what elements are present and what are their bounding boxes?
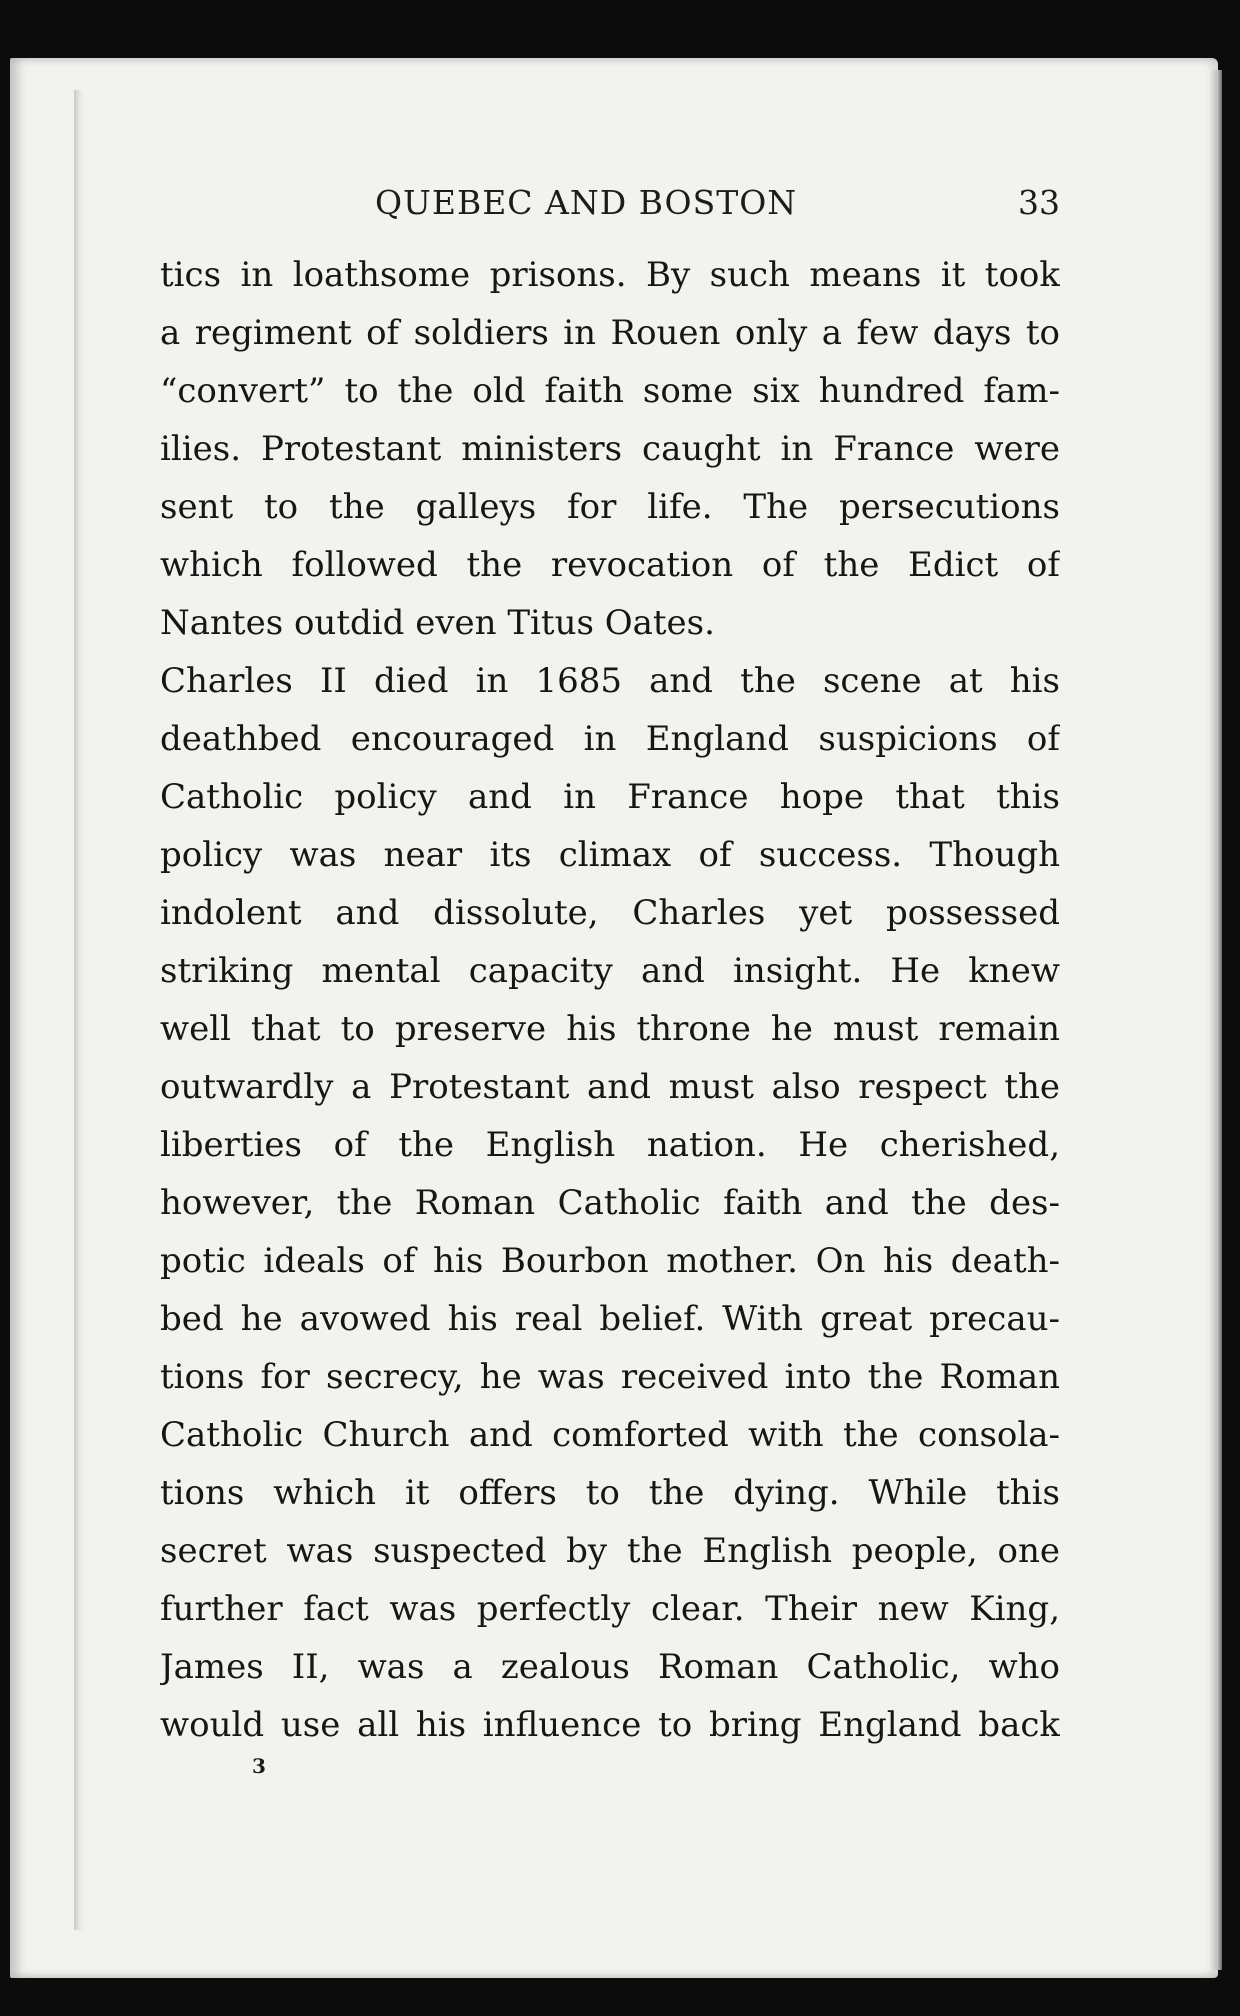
text-line: ilies. Protestant ministers caught in France were <box>160 429 1060 469</box>
text-line: tics in loathsome prisons. By such means it took <box>160 255 1060 295</box>
text-line: potic ideals of his Bourbon mother. On his death- <box>160 1241 1060 1281</box>
running-head <box>160 180 1060 226</box>
text-line: outwardly a Protestant and must also respect the <box>160 1067 1060 1107</box>
text-line: which followed the revocation of the Edict of <box>160 545 1060 585</box>
text-line: tions for secrecy, he was received into the Roman <box>160 1357 1060 1397</box>
running-title: QUEBEC AND BOSTON <box>375 183 798 222</box>
text-line: tions which it offers to the dying. While this <box>160 1473 1060 1513</box>
text-line: liberties of the English nation. He cherished, <box>160 1125 1060 1165</box>
text-line: Charles II died in 1685 and the scene at his <box>160 661 1060 701</box>
text-line: “convert” to the old faith some six hundred fam- <box>160 371 1060 411</box>
text-line: however, the Roman Catholic faith and the des- <box>160 1183 1060 1223</box>
text-line: Catholic policy and in France hope that this <box>160 777 1060 817</box>
signature-mark: 3 <box>252 1754 266 1778</box>
text-line: deathbed encouraged in England suspicions of <box>160 719 1060 759</box>
text-line: further fact was perfectly clear. Their new King, <box>160 1589 1060 1629</box>
text-line: secret was suspected by the English people, one <box>160 1531 1060 1571</box>
text-line: striking mental capacity and insight. He knew <box>160 951 1060 991</box>
text-line: would use all his influence to bring England back <box>160 1705 1060 1745</box>
text-line: James II, was a zealous Roman Catholic, who <box>160 1647 1060 1687</box>
text-line: Nantes outdid even Titus Oates. <box>160 603 715 643</box>
body-text <box>160 246 1060 1754</box>
text-line: bed he avowed his real belief. With great precau- <box>160 1299 1060 1339</box>
text-line: policy was near its climax of success. Though <box>160 835 1060 875</box>
page-gutter-shadow <box>74 90 84 1930</box>
text-line: sent to the galleys for life. The persecutions <box>160 487 1060 527</box>
text-line: Catholic Church and comforted with the consola- <box>160 1415 1060 1455</box>
text-line: indolent and dissolute, Charles yet possessed <box>160 893 1060 933</box>
text-line: well that to preserve his throne he must remain <box>160 1009 1060 1049</box>
page-fore-edge <box>1208 70 1222 1970</box>
page-number: 33 <box>1018 183 1060 222</box>
text-line: a regiment of soldiers in Rouen only a few days to <box>160 313 1060 353</box>
